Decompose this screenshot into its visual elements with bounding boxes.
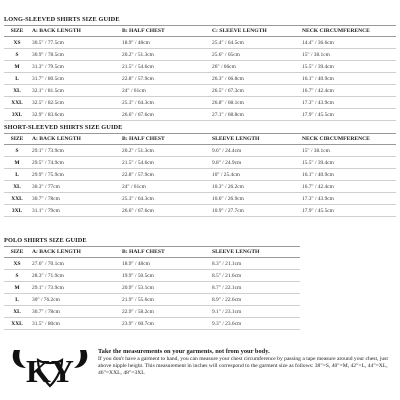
measurement-cell: 31.1" / 79cm xyxy=(30,205,120,217)
measurement-note xyxy=(98,348,396,378)
measurement-cell: 25.3" / 64.3cm xyxy=(120,193,210,205)
measurement-cell: 32.9" / 83.6cm xyxy=(30,109,120,121)
measurement-cell: 22.9" / 58.2cm xyxy=(120,306,210,318)
polo-title: POLO SHIRTS SIZE GUIDE xyxy=(4,237,87,244)
measurement-cell: 30.7" / 78cm xyxy=(30,193,120,205)
table-row xyxy=(4,37,396,49)
column-header: SLEEVE LENGTH xyxy=(210,134,300,145)
table-header-row xyxy=(4,134,396,145)
measurement-cell: 32.1" / 81.5cm xyxy=(30,85,120,97)
column-header: B: HALF CHEST xyxy=(120,26,210,37)
measurement-cell: 28.3" / 71.9cm xyxy=(30,270,120,282)
measurement-cell: 16.1" / 40.9cm xyxy=(300,73,396,85)
measurement-cell: 29.1" / 73.9cm xyxy=(30,145,120,157)
column-header: NECK CIRCUMFERENCE xyxy=(300,134,396,145)
table-row xyxy=(4,193,396,205)
measurement-cell: 25.3" / 64.3cm xyxy=(120,97,210,109)
size-cell: XL xyxy=(4,306,30,318)
table-header-row xyxy=(4,26,396,37)
size-cell: L xyxy=(4,294,30,306)
table-row xyxy=(4,49,396,61)
measurement-cell: 10.3" / 26.2cm xyxy=(210,181,300,193)
measurement-cell: 10.6" / 26.9cm xyxy=(210,193,300,205)
column-header: A: BACK LENGTH xyxy=(30,26,120,37)
table-row xyxy=(4,294,300,306)
measurement-cell: 15.5" / 39.4cm xyxy=(300,61,396,73)
measurement-cell: 32.5" / 82.5cm xyxy=(30,97,120,109)
table-header-row xyxy=(4,247,300,258)
measurement-cell: 18.9" / 48cm xyxy=(120,258,210,270)
measurement-cell: 20.2" / 51.3cm xyxy=(120,49,210,61)
size-cell: XS xyxy=(4,37,30,49)
measurement-cell: 26.6" / 67.6cm xyxy=(120,109,210,121)
long-sleeved-title: LONG-SLEEVED SHIRTS SIZE GUIDE xyxy=(4,16,120,23)
table-row xyxy=(4,205,396,217)
horn-right-shape xyxy=(74,350,87,368)
measurement-cell: 19.9" / 50.5cm xyxy=(120,270,210,282)
size-cell: M xyxy=(4,282,30,294)
polo-table xyxy=(4,246,300,330)
size-cell: XS xyxy=(4,258,30,270)
note-body: If you don't have a garment to hand, you can measure your chest circumference by passing a tape measure around your chest, just above nipple height. This measurement in inches will correspond to the garment size as follows: 38"=S, 40"=M, 42"=L, 44"=XL, 46"=XXL, 48"=3XL xyxy=(98,356,388,377)
column-header: A: BACK LENGTH xyxy=(30,134,120,145)
size-cell: 3XL xyxy=(4,205,30,217)
long-sleeved-section xyxy=(4,15,396,121)
measurement-cell: 17.3" / 43.9cm xyxy=(300,97,396,109)
measurement-cell: 20.9" / 53.1cm xyxy=(120,282,210,294)
measurement-cell: 8.3" / 21.1cm xyxy=(210,258,300,270)
measurement-cell: 29.1" / 73.9cm xyxy=(30,282,120,294)
column-header: A: BACK LENGTH xyxy=(30,247,120,258)
measurement-cell: 8.7" / 22.1cm xyxy=(210,282,300,294)
measurement-cell: 27.6" / 70.1cm xyxy=(30,258,120,270)
table-row xyxy=(4,97,396,109)
measurement-cell: 25.4" / 64.5cm xyxy=(210,37,300,49)
size-cell: S xyxy=(4,145,30,157)
column-header: B: HALF CHEST xyxy=(120,247,210,258)
size-cell: XXL xyxy=(4,193,30,205)
measurement-cell: 10.9" / 27.7cm xyxy=(210,205,300,217)
polo-section xyxy=(4,236,396,330)
measurement-cell: 10" / 25.4cm xyxy=(210,169,300,181)
table-row xyxy=(4,61,396,73)
size-cell: XL xyxy=(4,181,30,193)
measurement-cell: 26.3" / 66.8cm xyxy=(210,73,300,85)
short-sleeved-section xyxy=(4,123,396,217)
measurement-cell: 30.9" / 78.5cm xyxy=(30,49,120,61)
measurement-cell: 16.1" / 40.9cm xyxy=(300,169,396,181)
measurement-cell: 23.9" / 60.7cm xyxy=(120,318,210,330)
measurement-cell: 20.2" / 51.3cm xyxy=(120,145,210,157)
table-row xyxy=(4,169,396,181)
measurement-cell: 8.9" / 22.6cm xyxy=(210,294,300,306)
measurement-cell: 21.9" / 55.6cm xyxy=(120,294,210,306)
short-sleeved-title: SHORT-SLEEVED SHIRTS SIZE GUIDE xyxy=(4,124,123,131)
measurement-cell: 24" / 61cm xyxy=(120,85,210,97)
measurement-cell: 9.8" / 24.9cm xyxy=(210,157,300,169)
table-row xyxy=(4,157,396,169)
table-row xyxy=(4,145,396,157)
table-row xyxy=(4,270,300,282)
column-header: C: SLEEVE LENGTH xyxy=(210,26,300,37)
table-row xyxy=(4,258,300,270)
measurement-cell: 9.3" / 23.6cm xyxy=(210,318,300,330)
size-cell: XXL xyxy=(4,97,30,109)
logo-text: KY xyxy=(26,353,74,389)
table-row xyxy=(4,306,300,318)
measurement-cell: 31.7" / 80.5cm xyxy=(30,73,120,85)
measurement-cell: 9.1" / 23.1cm xyxy=(210,306,300,318)
measurement-cell: 26.5" / 67.3cm xyxy=(210,85,300,97)
size-cell: XL xyxy=(4,85,30,97)
column-header: SLEEVE LENGTH xyxy=(210,247,300,258)
measurement-cell: 14.4" / 36.6cm xyxy=(300,37,396,49)
measurement-cell: 31.3" / 79.5cm xyxy=(30,61,120,73)
note-heading: Take the measurements on your garments, not from your body. xyxy=(98,348,270,355)
measurement-cell: 26" / 66cm xyxy=(210,61,300,73)
column-header: SIZE xyxy=(4,247,30,258)
brand-logo xyxy=(8,346,92,390)
column-header: B: HALF CHEST xyxy=(120,134,210,145)
column-header: SIZE xyxy=(4,134,30,145)
measurement-cell: 31.5" / 80cm xyxy=(30,318,120,330)
measurement-cell: 30.3" / 77cm xyxy=(30,181,120,193)
column-header: NECK CIRCUMFERENCE xyxy=(300,26,396,37)
measurement-cell: 21.5" / 54.6cm xyxy=(120,61,210,73)
size-cell: S xyxy=(4,49,30,61)
measurement-cell: 16.7" / 42.4cm xyxy=(300,85,396,97)
measurement-cell: 15" / 38.1cm xyxy=(300,145,396,157)
measurement-cell: 26.6" / 67.6cm xyxy=(120,205,210,217)
measurement-cell: 8.5" / 21.6cm xyxy=(210,270,300,282)
measurement-cell: 21.5" / 54.6cm xyxy=(120,157,210,169)
size-cell: L xyxy=(4,73,30,85)
size-cell: L xyxy=(4,169,30,181)
measurement-cell: 29.5" / 74.9cm xyxy=(30,157,120,169)
measurement-cell: 30.7" / 78cm xyxy=(30,306,120,318)
table-body xyxy=(4,258,300,330)
measurement-cell: 26.8" / 68.1cm xyxy=(210,97,300,109)
measurement-cell: 22.8" / 57.9cm xyxy=(120,169,210,181)
measurement-cell: 29.9" / 75.9cm xyxy=(30,169,120,181)
measurement-cell: 24" / 61cm xyxy=(120,181,210,193)
table-row xyxy=(4,282,300,294)
measurement-cell: 15" / 38.1cm xyxy=(300,49,396,61)
measurement-cell: 17.9" / 45.5cm xyxy=(300,205,396,217)
table-row xyxy=(4,318,300,330)
size-cell: 3XL xyxy=(4,109,30,121)
table-row xyxy=(4,181,396,193)
measurement-cell: 30.5" / 77.5cm xyxy=(30,37,120,49)
footer xyxy=(4,344,396,396)
table-body xyxy=(4,145,396,217)
measurement-cell: 17.9" / 45.5cm xyxy=(300,109,396,121)
table-row xyxy=(4,109,396,121)
column-header: SIZE xyxy=(4,26,30,37)
measurement-cell: 30" / 76.2cm xyxy=(30,294,120,306)
size-cell: M xyxy=(4,157,30,169)
measurement-cell: 15.5" / 39.4cm xyxy=(300,157,396,169)
measurement-cell: 27.1" / 68.8cm xyxy=(210,109,300,121)
size-cell: S xyxy=(4,270,30,282)
measurement-cell: 25.6" / 65cm xyxy=(210,49,300,61)
long-sleeved-table xyxy=(4,25,396,121)
measurement-cell: 18.9" / 48cm xyxy=(120,37,210,49)
measurement-cell: 17.3" / 43.9cm xyxy=(300,193,396,205)
size-cell: M xyxy=(4,61,30,73)
short-sleeved-table xyxy=(4,133,396,217)
table-row xyxy=(4,85,396,97)
table-row xyxy=(4,73,396,85)
horn-left-shape xyxy=(13,350,26,368)
table-body xyxy=(4,37,396,121)
measurement-cell: 9.6" / 24.4cm xyxy=(210,145,300,157)
measurement-cell: 16.7" / 42.4cm xyxy=(300,181,396,193)
measurement-cell: 22.8" / 57.9cm xyxy=(120,73,210,85)
size-cell: XXL xyxy=(4,318,30,330)
